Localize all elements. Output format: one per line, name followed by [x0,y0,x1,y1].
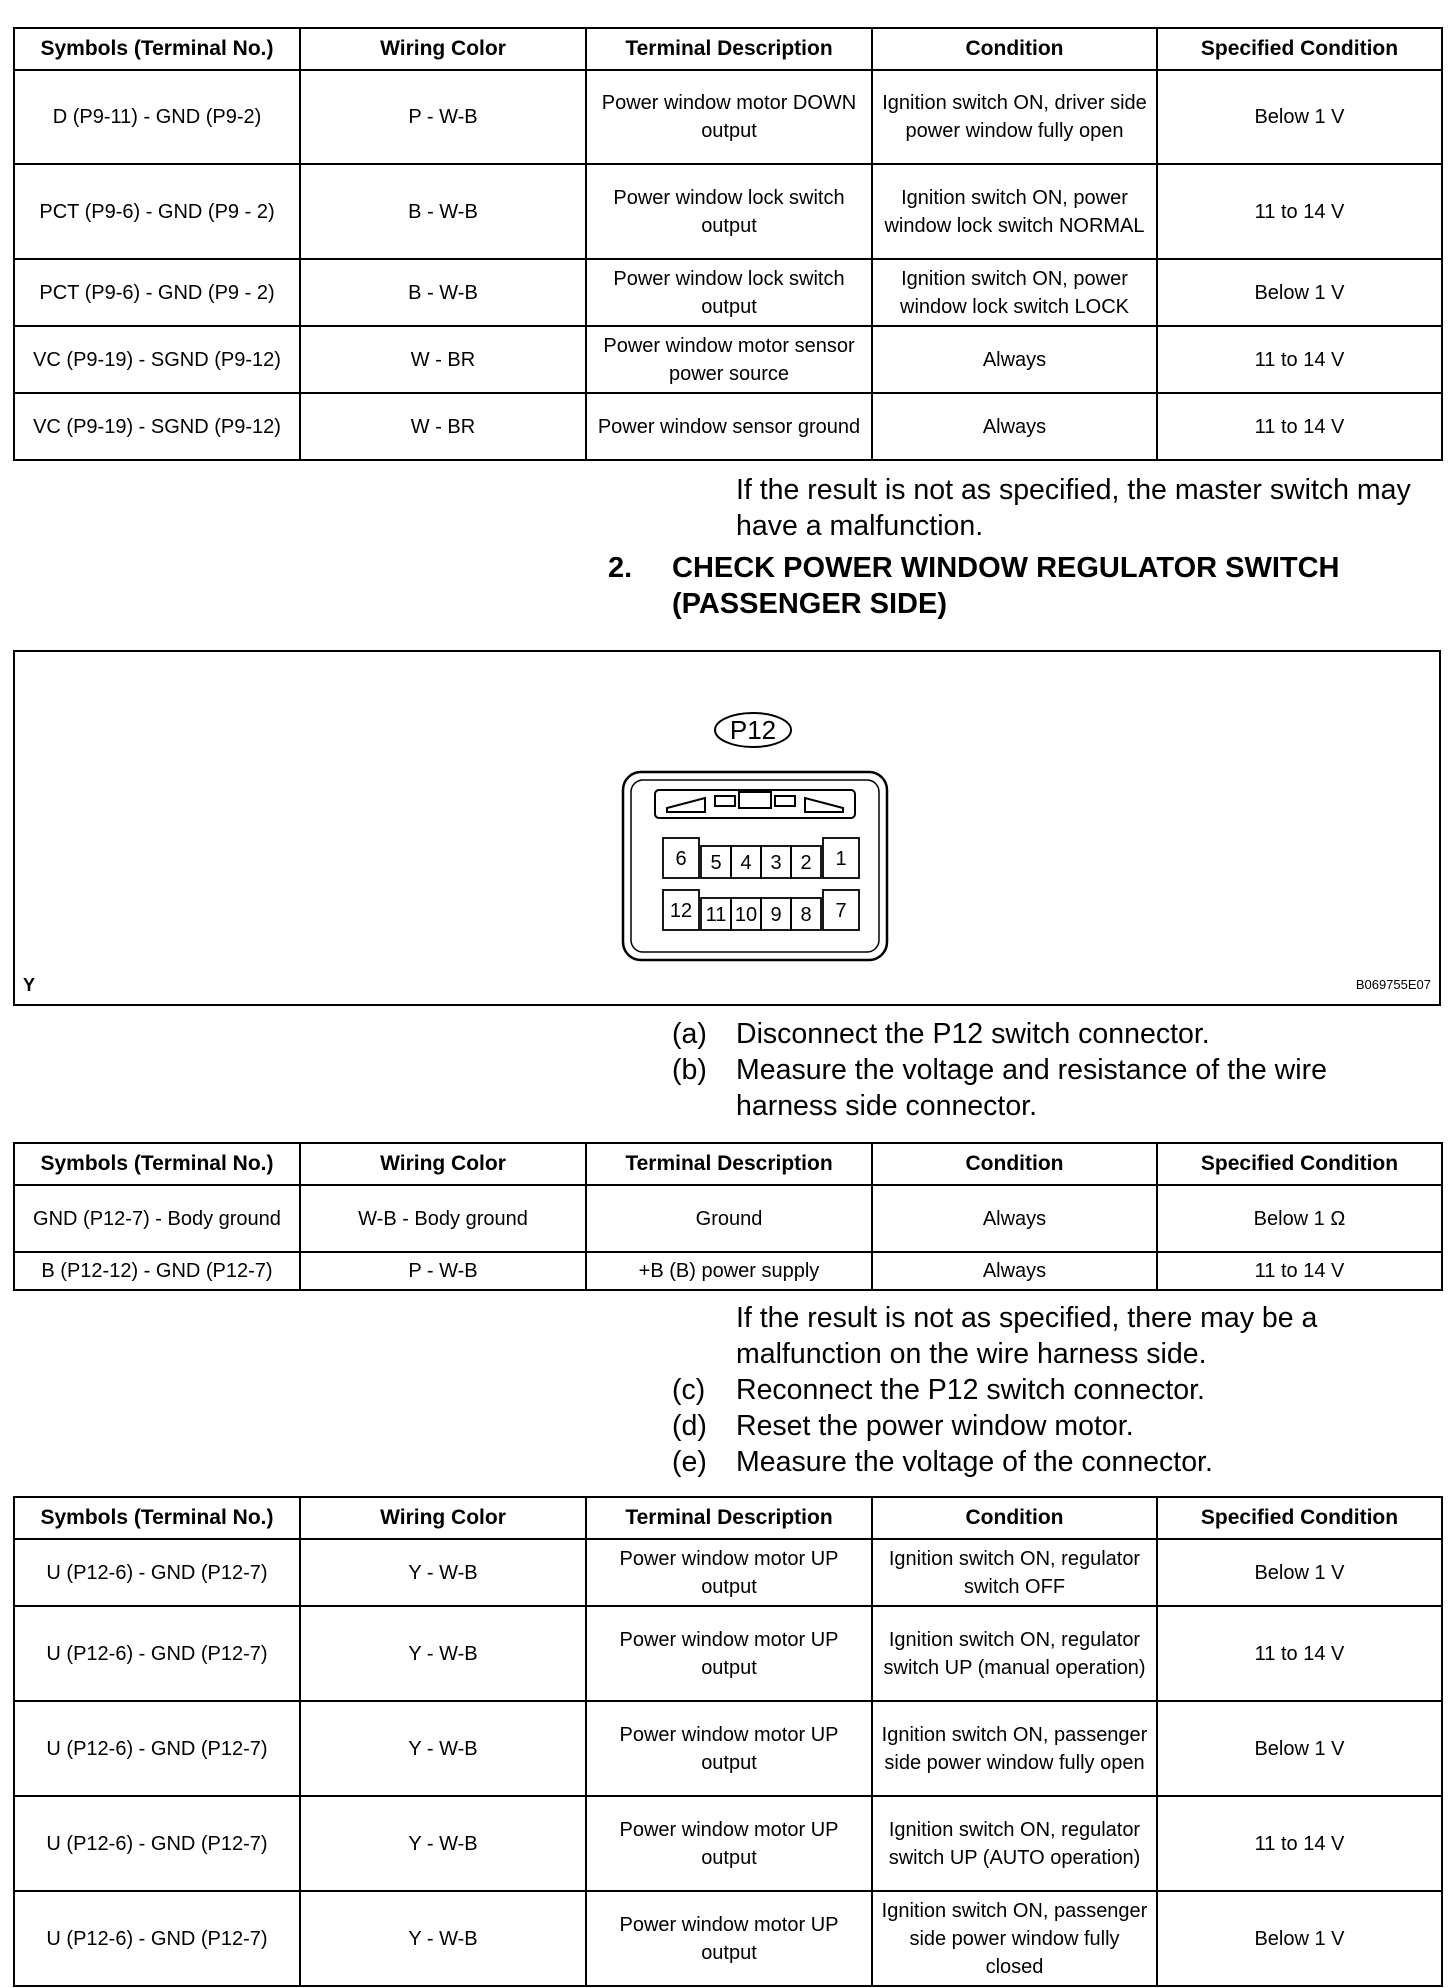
step-c-text: Reconnect the P12 switch connector. [736,1374,1205,1406]
cell-wiring-color: Y - W-B [300,1701,586,1796]
cell-terminal-description: Power window lock switch output [586,259,872,326]
cell-specified-condition: 11 to 14 V [1157,1796,1442,1891]
step-b-text: Measure the voltage and resistance of the wire [736,1054,1327,1086]
header-symbols: Symbols (Terminal No.) [14,1143,300,1185]
cell-wiring-color: Y - W-B [300,1539,586,1606]
header-specified-condition: Specified Condition [1157,1497,1442,1539]
table-row [14,393,1442,460]
harness-side-table [13,1142,1443,1291]
connector-pin-row-top [663,838,859,878]
step-title-line2: (PASSENGER SIDE) [672,588,948,620]
terminal-voltage-table-master-switch [13,27,1443,461]
figure-code: B069755E07 [1355,977,1431,992]
cell-wiring-color: P - W-B [300,70,586,164]
step-a-text: Disconnect the P12 switch connector. [736,1018,1210,1050]
table-row [14,1539,1442,1606]
cell-wiring-color: P - W-B [300,1252,586,1290]
connector-pin-number: 6 [675,848,687,870]
cell-wiring-color: Y - W-B [300,1796,586,1891]
regulator-switch-voltage-table [13,1496,1443,1987]
connector-pin-number: 2 [800,852,812,874]
table-row [14,164,1442,259]
cell-specified-condition: Below 1 V [1157,70,1442,164]
header-terminal-description: Terminal Description [586,28,872,70]
cell-specified-condition: 11 to 14 V [1157,1606,1442,1701]
header-symbols: Symbols (Terminal No.) [14,1497,300,1539]
cell-wiring-color: W - BR [300,326,586,393]
cell-specified-condition: Below 1 Ω [1157,1185,1442,1252]
cell-wiring-color: B - W-B [300,164,586,259]
cell-terminal-description: +B (B) power supply [586,1252,872,1290]
cell-condition: Ignition switch ON, power window lock switch NORMAL [872,164,1157,259]
header-wiring-color: Wiring Color [300,28,586,70]
connector-pin-number: 9 [770,904,782,926]
connector-pin-number: 1 [835,848,847,870]
table-row [14,1796,1442,1891]
cell-symbols: D (P9-11) - GND (P9-2) [14,70,300,164]
table-header-row [14,1497,1442,1539]
cell-condition: Ignition switch ON, regulator switch OFF [872,1539,1157,1606]
connector-pin-number: 3 [770,852,782,874]
cell-wiring-color: Y - W-B [300,1606,586,1701]
cell-condition: Ignition switch ON, regulator switch UP (manual operation) [872,1606,1157,1701]
cell-symbols: U (P12-6) - GND (P12-7) [14,1701,300,1796]
cell-symbols: U (P12-6) - GND (P12-7) [14,1796,300,1891]
cell-symbols: PCT (P9-6) - GND (P9 - 2) [14,259,300,326]
cell-condition: Always [872,393,1157,460]
table-row [14,70,1442,164]
cell-specified-condition: 11 to 14 V [1157,326,1442,393]
cell-terminal-description: Power window motor UP output [586,1539,872,1606]
cell-symbols: U (P12-6) - GND (P12-7) [14,1891,300,1986]
cell-condition: Ignition switch ON, passenger side power window fully open [872,1701,1157,1796]
connector-pin-row-bottom [663,890,859,930]
header-terminal-description: Terminal Description [586,1497,872,1539]
table-row [14,1701,1442,1796]
cell-symbols: GND (P12-7) - Body ground [14,1185,300,1252]
table-row [14,326,1442,393]
cell-terminal-description: Power window motor sensor power source [586,326,872,393]
step-d-label: (d) [672,1410,707,1442]
header-condition: Condition [872,28,1157,70]
cell-wiring-color: B - W-B [300,259,586,326]
cell-terminal-description: Power window lock switch output [586,164,872,259]
connector-pin-number: 4 [740,852,752,874]
cell-specified-condition: Below 1 V [1157,1891,1442,1986]
cell-symbols: U (P12-6) - GND (P12-7) [14,1606,300,1701]
figure-corner-mark: Y [23,975,36,995]
table-row [14,1891,1442,1986]
cell-terminal-description: Power window motor UP output [586,1606,872,1701]
header-symbols: Symbols (Terminal No.) [14,28,300,70]
cell-symbols: VC (P9-19) - SGND (P9-12) [14,326,300,393]
connector-figure [13,650,1441,1006]
step-e-text: Measure the voltage of the connector. [736,1446,1213,1478]
cell-specified-condition: Below 1 V [1157,1701,1442,1796]
cell-symbols: PCT (P9-6) - GND (P9 - 2) [14,164,300,259]
cell-condition: Ignition switch ON, regulator switch UP (AUTO operation) [872,1796,1157,1891]
step-a-label: (a) [672,1018,707,1050]
header-condition: Condition [872,1497,1157,1539]
step-d-text: Reset the power window motor. [736,1410,1134,1442]
connector-pin-number: 5 [710,852,722,874]
cell-terminal-description: Power window motor DOWN output [586,70,872,164]
table-row [14,1252,1442,1290]
cell-condition: Ignition switch ON, driver side power window fully open [872,70,1157,164]
table-row [14,1185,1442,1252]
connector-diagram [15,652,1439,1004]
result-note-master-switch: If the result is not as specified, the master switch may have a malfunction. [736,474,1411,542]
cell-condition: Always [872,1252,1157,1290]
result-note-harness-line1: If the result is not as specified, there may be a [736,1302,1318,1334]
connector-pin-number: 7 [835,900,847,922]
step-e-label: (e) [672,1446,707,1478]
header-wiring-color: Wiring Color [300,1143,586,1185]
header-specified-condition: Specified Condition [1157,1143,1442,1185]
cell-condition: Always [872,326,1157,393]
cell-symbols: U (P12-6) - GND (P12-7) [14,1539,300,1606]
connector-label: P12 [729,715,777,745]
connector-pin-number: 10 [734,904,758,926]
cell-terminal-description: Power window motor UP output [586,1891,872,1986]
cell-terminal-description: Power window motor UP output [586,1796,872,1891]
table-header-row [14,1143,1442,1185]
cell-specified-condition: Below 1 V [1157,1539,1442,1606]
connector-lock-tab [655,790,855,818]
step-b-label: (b) [672,1054,707,1086]
step-number: 2. [608,552,633,584]
step-c-label: (c) [672,1374,706,1406]
cell-wiring-color: W - BR [300,393,586,460]
cell-specified-condition: Below 1 V [1157,259,1442,326]
cell-symbols: VC (P9-19) - SGND (P9-12) [14,393,300,460]
table-row [14,259,1442,326]
table-row [14,1606,1442,1701]
header-specified-condition: Specified Condition [1157,28,1442,70]
cell-wiring-color: Y - W-B [300,1891,586,1986]
header-terminal-description: Terminal Description [586,1143,872,1185]
cell-terminal-description: Power window sensor ground [586,393,872,460]
cell-symbols: B (P12-12) - GND (P12-7) [14,1252,300,1290]
header-wiring-color: Wiring Color [300,1497,586,1539]
connector-pin-number: 11 [705,904,727,926]
table-header-row [14,28,1442,70]
cell-specified-condition: 11 to 14 V [1157,393,1442,460]
cell-condition: Ignition switch ON, power window lock switch LOCK [872,259,1157,326]
connector-pin-number: 12 [669,900,693,922]
step-b-text-cont: harness side connector. [736,1090,1038,1122]
cell-wiring-color: W-B - Body ground [300,1185,586,1252]
cell-specified-condition: 11 to 14 V [1157,164,1442,259]
result-note-harness-line2: malfunction on the wire harness side. [736,1338,1207,1370]
cell-condition: Ignition switch ON, passenger side power window fully closed [872,1891,1157,1986]
cell-specified-condition: 11 to 14 V [1157,1252,1442,1290]
header-condition: Condition [872,1143,1157,1185]
cell-condition: Always [872,1185,1157,1252]
cell-terminal-description: Power window motor UP output [586,1701,872,1796]
cell-terminal-description: Ground [586,1185,872,1252]
connector-pin-number: 8 [800,904,812,926]
step-title-line1: CHECK POWER WINDOW REGULATOR SWITCH [672,552,1340,584]
